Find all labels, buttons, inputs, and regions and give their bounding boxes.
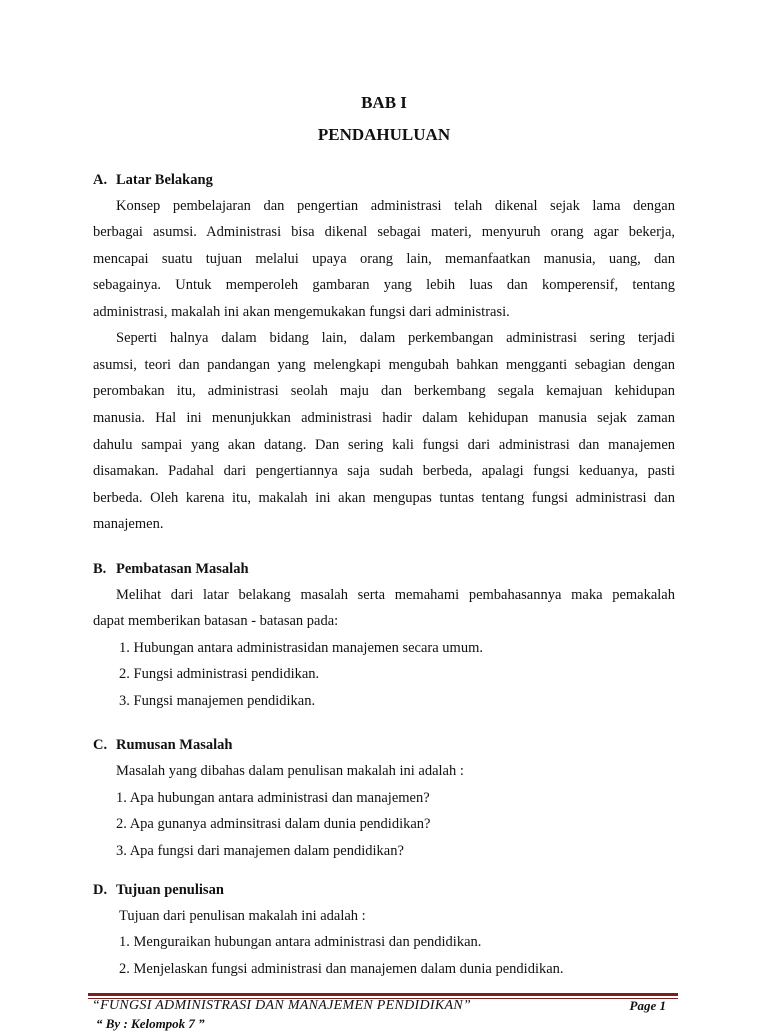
paragraph-line: Masalah yang dibahas dalam penulisan makalah ini adalah : (116, 763, 464, 779)
footer-group: “ By : Kelompok 7 ” (96, 1016, 205, 1031)
paragraph-line: sebagainya. Untuk memperoleh gambaran yang lebih luas dan komperensif, tentang (93, 277, 675, 293)
paragraph-line: Melihat dari latar belakang masalah serta memahami pembahasannya maka pemakalah (116, 587, 675, 603)
section-d-heading (93, 882, 224, 899)
paragraph-line: manajemen. (93, 516, 164, 532)
paragraph-line: dahulu sampai yang akan datang. Dan sering kali fungsi dari administrasi dan manajemen (93, 437, 675, 453)
paragraph-line: berbagai asumsi. Administrasi bisa dikenal sebagai materi, menyuruh orang agar bekerja, (93, 224, 675, 240)
paragraph-line: asumsi, teori dan pandangan yang melengkapi mengubah bahkan mengganti sebagian dengan (93, 357, 675, 373)
section-d-title: Tujuan penulisan (116, 882, 224, 898)
chapter-heading: BAB I (361, 93, 407, 112)
list-item: 3. Apa fungsi dari manajemen dalam pendidikan? (116, 843, 404, 859)
list-item: 3. Fungsi manajemen pendidikan. (119, 693, 316, 709)
paragraph-line: manusia. Hal ini menunjukkan administrasi hadir dalam kehidupan manusia sejak zaman (93, 410, 675, 426)
paragraph-line: Tujuan dari penulisan makalah ini adalah : (119, 908, 366, 924)
list-item: 2. Fungsi administrasi pendidikan. (119, 666, 320, 682)
section-d-letter: D. (93, 882, 108, 898)
paragraph-line: dapat memberikan batasan - batasan pada: (93, 613, 339, 629)
section-a-title: Latar Belakang (116, 172, 213, 188)
list-item: 1. Hubungan antara administrasidan manajemen secara umum. (119, 640, 483, 656)
chapter-title: PENDAHULUAN (317, 125, 451, 144)
paragraph-line: Seperti halnya dalam bidang lain, dalam perkembangan administrasi sering terjadi (116, 330, 675, 346)
paragraph-line: Konsep pembelajaran dan pengertian administrasi telah dikenal sejak lama dengan (116, 198, 675, 214)
section-b-title: Pembatasan Masalah (116, 561, 249, 577)
paragraph-line: administrasi, makalah ini akan mengemukakan fungsi dari administrasi. (93, 304, 510, 320)
section-a-heading (93, 172, 213, 189)
section-c-title: Rumusan Masalah (116, 737, 233, 753)
paragraph-line: berbeda. Oleh karena itu, makalah ini akan mengupas tuntas tentang fungsi administrasi dan (93, 490, 675, 506)
paragraph-line: disamakan. Padahal dari pengertiannya saja sudah berbeda, apalagi fungsi keduanya, pasti (93, 463, 675, 479)
paragraph-line: mencapai suatu tujuan melalui upaya orang lain, memanfaatkan manusia, uang, dan (93, 251, 675, 267)
list-item: 1. Apa hubungan antara administrasi dan manajemen? (116, 790, 430, 806)
paragraph-line: perombakan itu, administrasi seolah maju dan berkembang segala kemajuan kehidupan (93, 383, 675, 399)
list-item: 2. Apa gunanya adminsitrasi dalam dunia pendidikan? (116, 816, 431, 832)
section-c-heading (93, 737, 232, 754)
footer-page-number: Page 1 (629, 998, 666, 1013)
section-a-letter: A. (93, 172, 108, 188)
section-c-letter: C. (93, 737, 108, 753)
footer-rule-thick (88, 993, 678, 996)
section-b-letter: B. (93, 561, 107, 577)
footer-title: “FUNGSI ADMINISTRASI DAN MANAJEMEN PENDIDIKAN” (92, 998, 472, 1013)
list-item: 1. Menguraikan hubungan antara administrasi dan pendidikan. (119, 934, 482, 950)
list-item: 2. Menjelaskan fungsi administrasi dan manajemen dalam dunia pendidikan. (119, 961, 564, 977)
section-b-heading (93, 561, 249, 578)
